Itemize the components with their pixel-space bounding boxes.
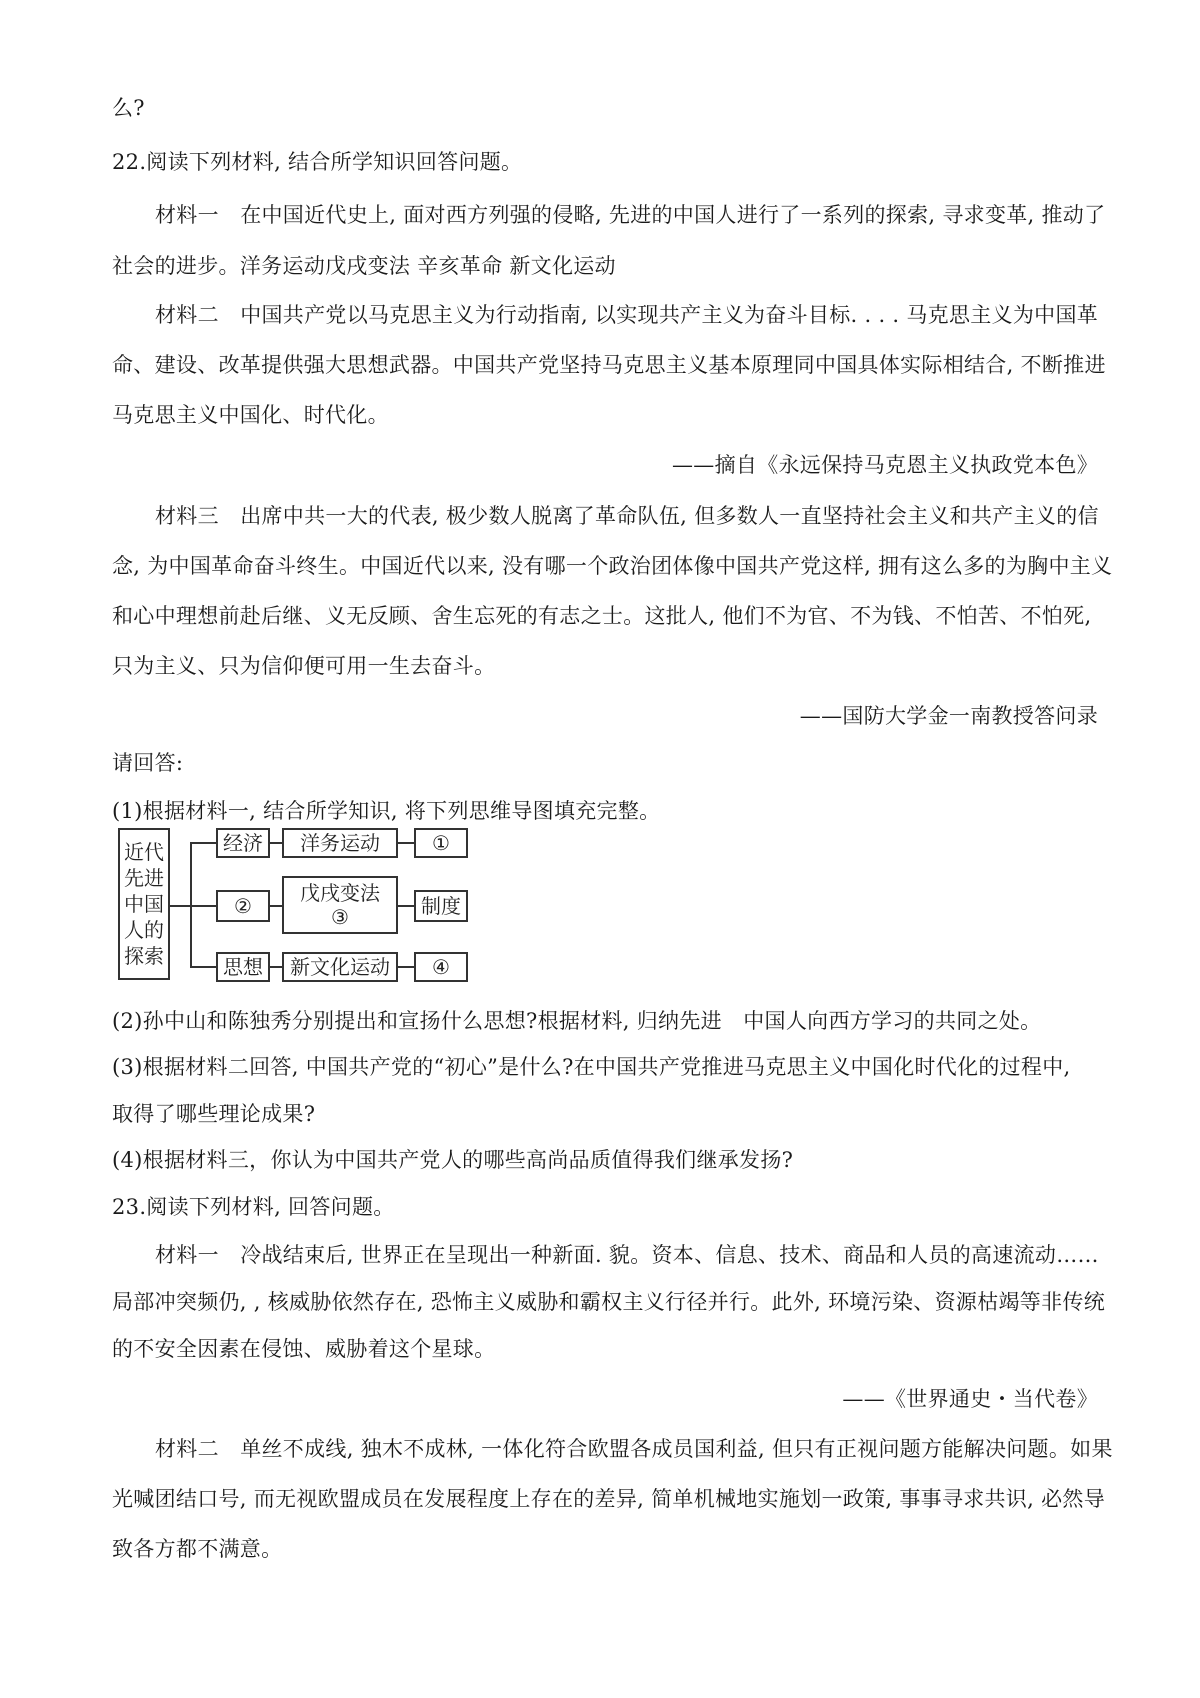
mind-map-event-westernization: 洋务运动 (282, 828, 398, 858)
connector (270, 966, 282, 968)
mind-map-event-reform-label: 戊戌变法 (300, 881, 380, 905)
q23-material-1-line: 的不安全因素在侵蚀、威胁着这个星球。 (112, 1337, 496, 1361)
answer-prompt: 请回答: (112, 751, 184, 775)
question-23-title: 23.阅读下列材料, 回答问题。 (112, 1195, 395, 1219)
q23-material-2-line: 光喊团结口号, 而无视欧盟成员在发展程度上存在的差异, 简单机械地实施划一政策, 事事寻求共识, 必然导 (112, 1487, 1105, 1511)
material-3-line: 念, 为中国革命奋斗终生。中国近代以来, 没有哪一个政治团体像中国共产党这样, 拥有这么多的为胸中主义 (112, 554, 1113, 578)
material-3-source: ——国防大学金一南教授答问录 (799, 704, 1098, 728)
material-2-line: 材料二 中国共产党以马克思主义为行动指南, 以实现共产主义为奋斗目标. . . . 马克思主义为中国革 (155, 303, 1099, 327)
mind-map-event-reform (282, 876, 398, 934)
material-1-line: 社会的进步。洋务运动戊戌变法 辛亥革命 新文化运动 (112, 254, 616, 278)
q23-material-1-line: 局部冲突频仍, , 核威胁依然存在, 恐怖主义威胁和霸权主义行径并行。此外, 环境污染、资源枯竭等非传统 (112, 1290, 1105, 1314)
subquestion-4: (4)根据材料三，你认为中国共产党人的哪些高尚品质值得我们继承发扬? (112, 1148, 794, 1172)
material-2-line: 马克思主义中国化、时代化。 (112, 403, 389, 427)
connector (398, 842, 414, 844)
mind-map-root: 近代先进中国人的探索 (118, 828, 170, 980)
mind-map-blank-1: ① (414, 828, 468, 858)
mind-map-blank-3: ③ (331, 905, 349, 929)
connector (190, 842, 216, 844)
connector (170, 905, 192, 907)
material-2-line: 命、建设、改革提供强大思想武器。中国共产党坚持马克思主义基本原理同中国具体实际相结合, 不断推进 (112, 353, 1106, 377)
connector (398, 905, 414, 907)
mind-map-category-economy: 经济 (216, 828, 270, 858)
mind-map-blank-4: ④ (414, 952, 468, 982)
mind-map-event-new-culture: 新文化运动 (282, 952, 398, 982)
q23-material-1-line: 材料一 冷战结束后, 世界正在呈现出一种新面. 貌。资本、信息、技术、商品和人员的高速流动…… (155, 1243, 1099, 1267)
mind-map-blank-2: ② (216, 890, 270, 922)
material-1-line: 材料一 在中国近代史上, 面对西方列强的侵略, 先进的中国人进行了一系列的探索, 寻求变革, 推动了 (155, 203, 1106, 227)
material-3-line: 材料三 出席中共一大的代表, 极少数人脱离了革命队伍, 但多数人一直坚持社会主义和共产主义的信 (155, 504, 1099, 528)
connector (398, 966, 414, 968)
subquestion-2: (2)孙中山和陈独秀分别提出和宣扬什么思想?根据材料, 归纳先进 中国人向西方学习的共同之处。 (112, 1009, 1042, 1033)
connector (270, 842, 282, 844)
subquestion-1: (1)根据材料一, 结合所学知识, 将下列思维导图填充完整。 (112, 799, 661, 823)
material-2-source: ——摘自《永远保持马克恩主义执政党本色》 (672, 453, 1098, 477)
text-line-continuation: 么? (112, 96, 145, 120)
q23-material-1-source: ——《世界通史・当代卷》 (842, 1387, 1098, 1411)
q23-material-2-line: 材料二 单丝不成线, 独木不成林, 一体化符合欧盟各成员国利益, 但只有正视问题方能解决问题。如果 (155, 1437, 1113, 1461)
mind-map (118, 820, 478, 992)
connector (190, 966, 216, 968)
subquestion-3: (3)根据材料二回答, 中国共产党的“初心”是什么?在中国共产党推进马克思主义中国化时代化的过程中, (112, 1055, 1071, 1079)
connector (270, 905, 282, 907)
mind-map-result-institution: 制度 (414, 890, 468, 922)
question-22-title: 22.阅读下列材料, 结合所学知识回答问题。 (112, 150, 523, 174)
mind-map-category-thought: 思想 (216, 952, 270, 982)
material-3-line: 和心中理想前赴后继、义无反顾、舍生忘死的有志之士。这批人, 他们不为官、不为钱、不怕苦、不怕死, (112, 604, 1092, 628)
subquestion-3: 取得了哪些理论成果? (112, 1102, 316, 1126)
q23-material-2-line: 致各方都不满意。 (112, 1537, 283, 1561)
material-3-line: 只为主义、只为信仰便可用一生去奋斗。 (112, 654, 496, 678)
connector (190, 905, 216, 907)
